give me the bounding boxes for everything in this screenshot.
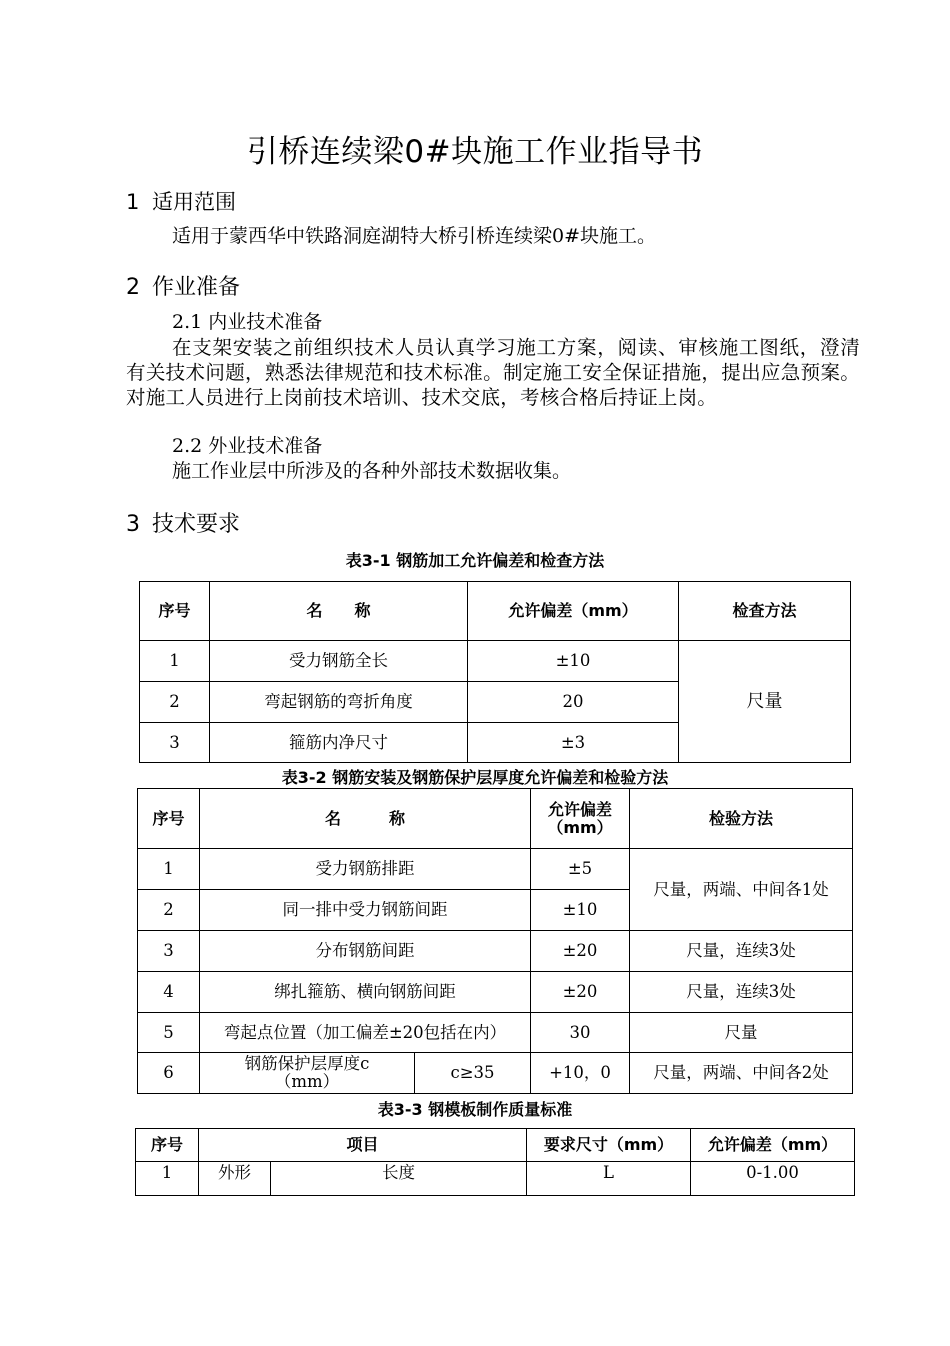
cell-name: 绑扎箍筋、横向钢筋间距: [200, 972, 531, 1013]
cell-category: 外形: [199, 1162, 271, 1196]
cell-index: 1: [138, 849, 200, 890]
header-cell: 允许偏差（mm）: [691, 1129, 855, 1162]
cell-index: 1: [136, 1162, 199, 1196]
section-number: 3: [126, 512, 140, 537]
table-3-2-caption: 表3-2 钢筋安装及钢筋保护层厚度允许偏差和检验方法: [281, 768, 669, 787]
section-2-heading: [126, 270, 240, 301]
cell-tolerance: ±10: [468, 641, 679, 682]
cell-name: 钢筋保护层厚度c（mm）: [200, 1053, 415, 1094]
cell-tolerance: +10，0: [531, 1053, 630, 1094]
header-cell: 允许偏差（mm）: [468, 582, 679, 641]
header-cell: 允许偏差（mm）: [531, 789, 630, 849]
section-number: 1: [126, 190, 140, 214]
cell-name: 箍筋内净尺寸: [210, 723, 468, 763]
cell-name: 弯起钢筋的弯折角度: [210, 682, 468, 723]
table-3-1-caption: 表3-1 钢筋加工允许偏差和检查方法: [345, 551, 605, 570]
header-cell: 项目: [199, 1129, 527, 1162]
section-title: 作业准备: [152, 275, 241, 300]
header-cell: 序号: [140, 582, 210, 641]
subsection-2-1: 2.1 内业技术准备: [172, 311, 323, 333]
cell-name: 弯起点位置（加工偏差±20包括在内）: [200, 1013, 531, 1053]
cell-tolerance: 0-1.00: [691, 1162, 855, 1196]
cell-tolerance: ±20: [531, 931, 630, 972]
subsection-2-2: 2.2 外业技术准备: [172, 435, 323, 457]
cell-index: 6: [138, 1053, 200, 1094]
cell-tolerance: ±5: [531, 849, 630, 890]
section-1-body: 适用于蒙西华中铁路洞庭湖特大桥引桥连续梁0#块施工。: [172, 225, 657, 247]
cell-index: 2: [138, 890, 200, 931]
table-3-1: [139, 581, 851, 763]
section-title: 适用范围: [152, 190, 236, 214]
table-row: [138, 849, 853, 890]
table-row: [136, 1162, 855, 1196]
cell-method: 尺量，两端、中间各1处: [630, 849, 853, 931]
cell-index: 2: [140, 682, 210, 723]
cell-tolerance: ±3: [468, 723, 679, 763]
section-number: 2: [126, 275, 140, 300]
section-1-heading: [126, 186, 236, 216]
cell-condition: c≥35: [415, 1053, 531, 1094]
table-3-3-caption: 表3-3 钢模板制作质量标准: [377, 1100, 573, 1119]
cell-name: 分布钢筋间距: [200, 931, 531, 972]
table-row: [140, 641, 851, 682]
section-3-heading: [126, 507, 240, 538]
cell-index: 3: [140, 723, 210, 763]
header-cell: 序号: [136, 1129, 199, 1162]
cell-index: 5: [138, 1013, 200, 1053]
page-title: 引桥连续梁0#块施工作业指导书: [246, 134, 704, 170]
cell-tolerance: 30: [531, 1013, 630, 1053]
table-row: [138, 1053, 853, 1094]
section-title: 技术要求: [152, 512, 241, 537]
header-cell: 检验方法: [630, 789, 853, 849]
table-3-3: [135, 1128, 855, 1196]
cell-name: 受力钢筋排距: [200, 849, 531, 890]
header-cell: 要求尺寸（mm）: [527, 1129, 691, 1162]
header-cell: 检查方法: [679, 582, 851, 641]
cell-item: 长度: [271, 1162, 527, 1196]
header-cell: 名 称: [210, 582, 468, 641]
table-row: [138, 1013, 853, 1053]
cell-method: 尺量: [630, 1013, 853, 1053]
table-row: [138, 931, 853, 972]
cell-tolerance: ±10: [531, 890, 630, 931]
cell-name: 同一排中受力钢筋间距: [200, 890, 531, 931]
cell-tolerance: ±20: [531, 972, 630, 1013]
cell-name: 受力钢筋全长: [210, 641, 468, 682]
cell-index: 1: [140, 641, 210, 682]
cell-index: 4: [138, 972, 200, 1013]
cell-index: 3: [138, 931, 200, 972]
cell-method: 尺量: [679, 641, 851, 763]
cell-method: 尺量，连续3处: [630, 931, 853, 972]
header-cell: 名 称: [200, 789, 531, 849]
cell-required-size: L: [527, 1162, 691, 1196]
section-2-1-body: 在支架安装之前组织技术人员认真学习施工方案，阅读、审核施工图纸，澄清有关技术问题，熟悉法律规范和技术标准。制定施工安全保证措施，提出应急预案。对施工人员进行上岗前技术培训、技术交底，考核合格后持证上岗。: [126, 336, 860, 409]
cell-tolerance: 20: [468, 682, 679, 723]
cell-method: 尺量，连续3处: [630, 972, 853, 1013]
header-cell: 序号: [138, 789, 200, 849]
table-row: [138, 972, 853, 1013]
table-3-2: [137, 788, 853, 1094]
section-2-2-body: 施工作业层中所涉及的各种外部技术数据收集。: [172, 460, 572, 482]
cell-method: 尺量，两端、中间各2处: [630, 1053, 853, 1094]
